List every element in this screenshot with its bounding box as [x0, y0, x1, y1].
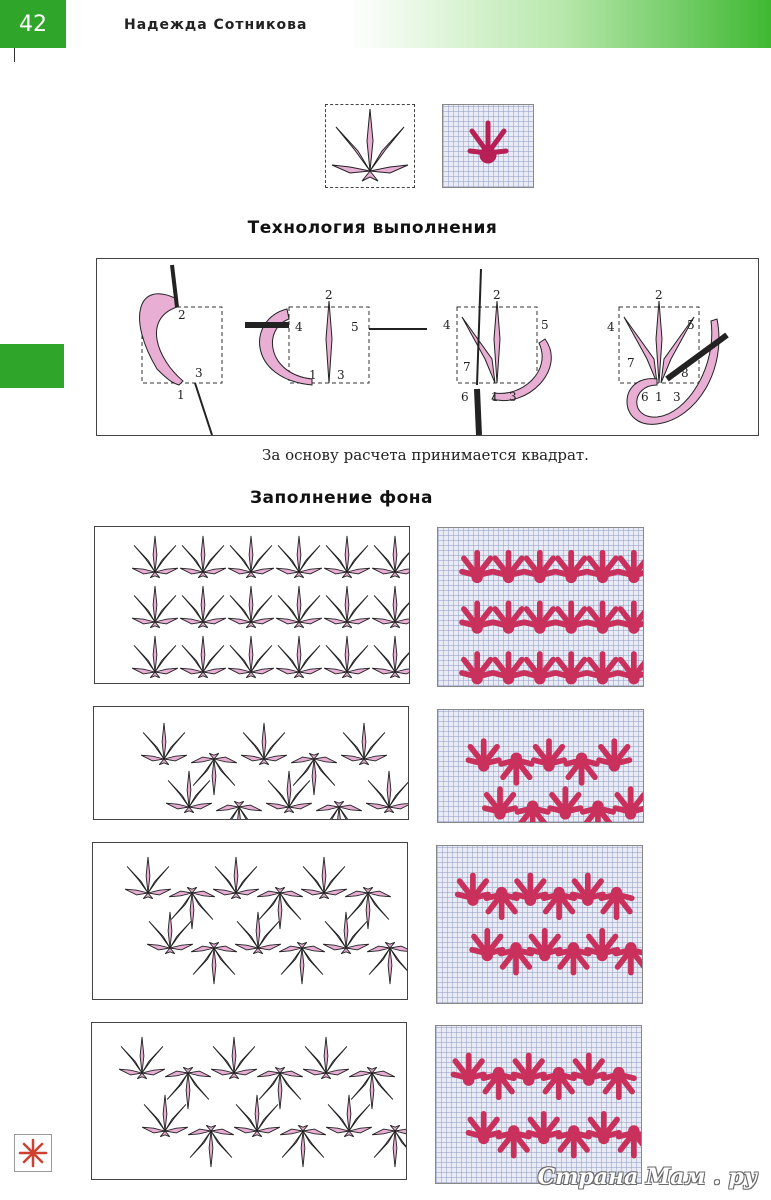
star-motif-icon — [332, 109, 408, 181]
star-stitch-icon — [228, 586, 274, 628]
step-3-label: 7 — [463, 360, 471, 374]
stitch-blob — [559, 1125, 589, 1155]
star-stitch-icon — [366, 771, 408, 813]
star-stitch-icon — [266, 771, 312, 813]
step-2-label: 2 — [325, 288, 333, 302]
star-stitch-icon — [141, 723, 187, 765]
step-4-label: 1 — [655, 390, 663, 404]
pattern-svg — [95, 527, 409, 683]
star-stitch-icon — [188, 1125, 234, 1167]
sample-svg — [438, 528, 643, 686]
pattern-svg — [92, 1023, 406, 1179]
stitch-blob — [529, 1114, 559, 1144]
star-stitch-icon — [125, 857, 171, 899]
stitch-blob — [587, 603, 617, 633]
star-stitch-icon — [324, 536, 370, 578]
step-2-label: 3 — [337, 368, 345, 382]
star-stitch-icon — [142, 1095, 188, 1137]
stitch-blob — [556, 654, 586, 684]
star-stitch-icon — [211, 1037, 257, 1079]
star-stitch-icon — [228, 536, 274, 578]
technique-panel — [96, 258, 759, 436]
step-3-label: 1 — [491, 390, 499, 404]
step-4-label: 4 — [607, 320, 615, 334]
pattern-sample — [435, 1025, 642, 1184]
star-stitch-icon — [372, 636, 409, 678]
stitch-blob — [604, 1067, 634, 1097]
pattern-svg — [94, 707, 408, 819]
single-star-sample — [442, 104, 534, 188]
author-name: Надежда Сотникова — [124, 17, 308, 33]
stitch-blob — [501, 942, 531, 972]
step-3-label: 3 — [509, 390, 517, 404]
star-stitch-icon — [147, 912, 193, 954]
page-number: 42 — [0, 0, 66, 48]
stitch-blob — [525, 603, 555, 633]
star-stitch-icon — [213, 857, 259, 899]
stitch-blob — [599, 741, 629, 771]
star-stitch-icon — [132, 636, 178, 678]
stitch-blob — [453, 1055, 483, 1085]
sample-svg — [438, 710, 643, 822]
stitch-blob — [619, 1125, 641, 1155]
stitch-blob — [583, 801, 613, 823]
step-1-diagram — [140, 265, 222, 435]
stitch-blob — [501, 753, 531, 783]
star-stitch-icon — [341, 723, 387, 765]
stitch-blob — [619, 553, 643, 583]
step-4-diagram — [607, 288, 727, 424]
stitch-blob — [587, 931, 617, 961]
star-stitch-icon — [241, 723, 287, 765]
star-stitch-icon — [326, 1095, 372, 1137]
stitch-blob — [544, 1067, 574, 1097]
step-4-label: 2 — [655, 288, 663, 302]
stitch-blob — [517, 801, 547, 823]
pattern-sample — [436, 845, 643, 1004]
stitch-blob — [530, 931, 560, 961]
star-stitch-icon — [316, 801, 362, 819]
pattern-diagram — [91, 1022, 407, 1180]
star-stitch-icon — [276, 536, 322, 578]
star-stitch-icon — [216, 801, 262, 819]
stitch-blob — [601, 887, 631, 917]
star-stitch-icon — [303, 1037, 349, 1079]
fill-heading: Заполнение фона — [249, 488, 434, 508]
sample-svg — [436, 1026, 641, 1183]
stitch-blob — [468, 1114, 498, 1144]
star-stitch-icon — [235, 912, 281, 954]
single-star-diagram — [325, 104, 415, 188]
star-stitch-icon — [169, 887, 215, 929]
stitch-blob — [574, 1055, 604, 1085]
star-stitch-icon — [166, 771, 212, 813]
stitch-blob — [544, 887, 574, 917]
pattern-diagram — [93, 706, 409, 820]
step-3-label: 6 — [461, 390, 469, 404]
stitch-blob — [556, 553, 586, 583]
step-3-label: 2 — [493, 288, 501, 302]
step-2-label: 5 — [351, 320, 359, 334]
star-stitch-icon — [345, 887, 391, 929]
stitch-blob — [616, 942, 642, 972]
stitch-blob — [469, 741, 499, 771]
stitch-blob — [587, 553, 617, 583]
star-stitch-icon — [228, 636, 274, 678]
star-stitch-icon — [280, 1125, 326, 1167]
stitch-blob — [486, 887, 516, 917]
star-stitch-icon — [132, 536, 178, 578]
star-stitch-icon — [367, 942, 407, 984]
star-stitch-icon — [372, 1125, 406, 1167]
star-stitch-icon — [191, 942, 237, 984]
stitch-blob — [587, 654, 617, 684]
page-header — [0, 0, 771, 48]
stitch-blob — [615, 789, 643, 819]
step-4-label: 7 — [627, 356, 635, 370]
star-stitch-icon — [372, 586, 409, 628]
stitch-blob — [589, 1114, 619, 1144]
star-stitch-icon — [180, 636, 226, 678]
pattern-diagram — [92, 842, 408, 1000]
step-1-label: 3 — [195, 366, 203, 380]
stitch-blob — [485, 789, 515, 819]
star-stitch-icon — [191, 753, 237, 795]
star-stitch-icon — [234, 1095, 280, 1137]
star-stitch-icon — [119, 1037, 165, 1079]
stitch-blob — [493, 654, 523, 684]
stitch-blob — [462, 603, 492, 633]
star-stitch-icon — [279, 942, 325, 984]
technique-heading: Технология выполнения — [247, 218, 498, 238]
stitch-blob — [493, 603, 523, 633]
step-4-label: 6 — [641, 390, 649, 404]
star-stitch-icon — [276, 586, 322, 628]
stitch-blob — [493, 553, 523, 583]
star-stitch-icon — [349, 1067, 395, 1109]
step-2-diagram — [245, 288, 427, 385]
step-2-label: 4 — [295, 320, 303, 334]
step-3-label: 4 — [443, 318, 451, 332]
site-watermark: Страна Мам . ру — [537, 1164, 757, 1190]
step-1-label: 2 — [178, 308, 186, 322]
step-3-diagram — [443, 269, 551, 435]
star-stitch-icon — [323, 912, 369, 954]
stitch-blob — [525, 553, 555, 583]
pattern-sample — [437, 709, 644, 823]
star-stitch-icon — [301, 857, 347, 899]
star-stitch-icon — [324, 636, 370, 678]
star-stitch-icon — [291, 753, 337, 795]
stitch-blob — [472, 931, 502, 961]
stitch-blob — [498, 1125, 528, 1155]
star-stitch-icon — [132, 586, 178, 628]
star-stitch-icon — [372, 536, 409, 578]
side-tab — [0, 344, 64, 388]
stitch-blob — [462, 654, 492, 684]
pattern-svg — [93, 843, 407, 999]
star-stitch-icon — [180, 586, 226, 628]
stitch-blob — [515, 875, 545, 905]
star-stitch-icon — [180, 536, 226, 578]
star-stitch-icon — [257, 887, 303, 929]
stitch-blob — [525, 654, 555, 684]
stitch-blob — [566, 753, 596, 783]
star-stitch-icon — [324, 586, 370, 628]
stitch-blob — [619, 603, 643, 633]
stitch-blob — [462, 553, 492, 583]
stitch-blob — [558, 942, 588, 972]
star-stitch-icon — [276, 636, 322, 678]
sample-svg — [437, 846, 642, 1003]
step-1-label: 1 — [177, 388, 185, 402]
book-logo-icon — [14, 1134, 52, 1172]
stitch-blob — [483, 1067, 513, 1097]
stitch-blob — [458, 875, 488, 905]
stitch-blob — [514, 1055, 544, 1085]
step-3-label: 5 — [541, 318, 549, 332]
technique-caption: За основу расчета принимается квадрат. — [262, 446, 589, 464]
step-4-label: 3 — [673, 390, 681, 404]
step-2-label: 1 — [309, 368, 317, 382]
header-divider — [14, 48, 15, 62]
pattern-diagram — [94, 526, 410, 684]
stitch-blob — [550, 789, 580, 819]
stitch-blob — [619, 654, 643, 684]
pattern-sample — [437, 527, 644, 687]
step-4-label: 5 — [687, 318, 695, 332]
stitch-blob — [573, 875, 603, 905]
star-stitch-icon — [165, 1067, 211, 1109]
stitch-blob — [556, 603, 586, 633]
step-4-label: 8 — [681, 366, 689, 380]
star-stitch-icon — [257, 1067, 303, 1109]
stitch-blob — [534, 741, 564, 771]
